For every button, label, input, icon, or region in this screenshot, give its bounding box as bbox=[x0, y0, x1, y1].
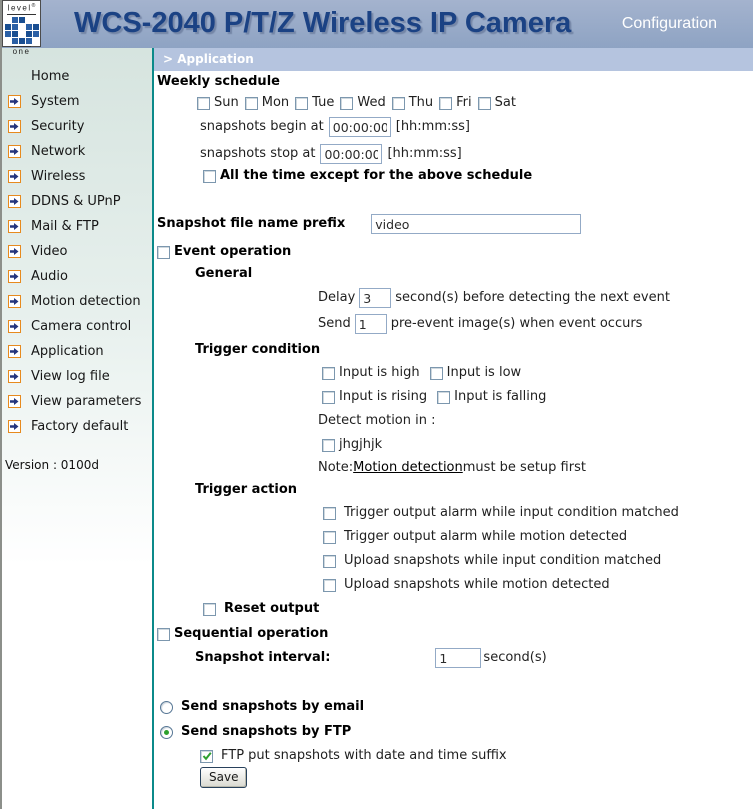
firmware-version: Version : 0100d bbox=[5, 458, 99, 472]
snapshot-interval-row: Snapshot interval: 1 second(s) bbox=[195, 648, 547, 668]
pre-event-row: Send 1 pre-event image(s) when event occurs bbox=[318, 314, 642, 334]
all-time-checkbox[interactable]: All the time except for the above schedule bbox=[203, 168, 532, 184]
delay-input[interactable] bbox=[359, 288, 391, 308]
arrow-icon bbox=[8, 120, 21, 133]
sequential-operation-row bbox=[157, 626, 328, 642]
sidebar-item-video[interactable]: Video bbox=[0, 239, 152, 264]
arrow-icon bbox=[8, 370, 21, 383]
snapshots-stop-row: snapshots stop at 00:00:00 [hh:mm:ss] bbox=[200, 144, 462, 164]
sidebar-item-mail-ftp[interactable]: Mail & FTP bbox=[0, 214, 152, 239]
sidebar-item-audio[interactable]: Audio bbox=[0, 264, 152, 289]
arrow-icon bbox=[8, 270, 21, 283]
motion-note: Note: Motion detection must be setup first bbox=[318, 460, 586, 475]
application-settings-panel bbox=[155, 71, 753, 809]
checkbox-sat-box[interactable] bbox=[478, 97, 491, 110]
trigger-action-row bbox=[323, 577, 610, 593]
arrow-icon bbox=[8, 295, 21, 308]
page-title: WCS-2040 P/T/Z Wireless IP Camera bbox=[74, 7, 572, 39]
window-left-edge bbox=[0, 0, 2, 809]
checkbox-thu[interactable]: Thu bbox=[392, 95, 433, 111]
sequential-operation-checkbox[interactable]: Sequential operation bbox=[157, 626, 328, 642]
input-high-checkbox[interactable]: Input is high bbox=[322, 365, 420, 381]
upload-snapshots-motion-checkbox[interactable]: Upload snapshots while motion detected bbox=[323, 577, 610, 593]
send-email-radio-circle[interactable] bbox=[160, 701, 173, 714]
input-falling-checkbox[interactable]: Input is falling bbox=[437, 389, 546, 405]
weekly-schedule-heading: Weekly schedule bbox=[157, 74, 280, 89]
sidebar-item-wireless[interactable]: Wireless bbox=[0, 164, 152, 189]
save-row bbox=[200, 767, 247, 788]
arrow-icon bbox=[8, 145, 21, 158]
trigger-alarm-input-checkbox[interactable]: Trigger output alarm while input condition matched bbox=[323, 505, 679, 521]
sidebar bbox=[0, 48, 152, 809]
snapshots-begin-row: snapshots begin at 00:00:00 [hh:mm:ss] bbox=[200, 117, 470, 137]
checkbox-wed[interactable]: Wed bbox=[340, 95, 385, 111]
event-operation-checkbox-box[interactable] bbox=[157, 246, 170, 259]
arrow-icon bbox=[8, 170, 21, 183]
arrow-icon bbox=[8, 195, 21, 208]
reset-output-row bbox=[203, 601, 319, 617]
input-rising-checkbox-box[interactable] bbox=[322, 391, 335, 404]
send-ftp-radio-circle[interactable] bbox=[160, 726, 173, 739]
detect-motion-label: Detect motion in : bbox=[318, 413, 436, 428]
sidebar-item-ddns-upnp[interactable]: DDNS & UPnP bbox=[0, 189, 152, 214]
motion-window-row bbox=[322, 437, 382, 453]
arrow-icon bbox=[8, 345, 21, 358]
checkbox-tue-box[interactable] bbox=[295, 97, 308, 110]
header bbox=[0, 0, 753, 56]
check-icon bbox=[202, 751, 212, 761]
save-button[interactable]: Save bbox=[200, 767, 247, 788]
weekday-checkbox-row bbox=[197, 95, 516, 111]
arrow-icon bbox=[8, 220, 21, 233]
sidebar-separator bbox=[152, 48, 154, 809]
input-low-checkbox-box[interactable] bbox=[430, 367, 443, 380]
logo-word-level: level® bbox=[7, 3, 36, 13]
arrow-icon bbox=[8, 420, 21, 433]
trigger-action-row bbox=[323, 529, 627, 545]
sidebar-item-home[interactable]: Home bbox=[31, 69, 70, 84]
motion-window-checkbox-box[interactable] bbox=[322, 439, 335, 452]
breadcrumb: > Application bbox=[154, 48, 753, 71]
configuration-link[interactable]: Configuration bbox=[621, 15, 717, 32]
sidebar-item-view-parameters[interactable]: View parameters bbox=[0, 389, 152, 414]
sidebar-item-network[interactable]: Network bbox=[0, 139, 152, 164]
trigger-condition-heading: Trigger condition bbox=[195, 342, 321, 357]
trigger-alarm-motion-checkbox[interactable]: Trigger output alarm while motion detected bbox=[323, 529, 627, 545]
reset-output-checkbox-box[interactable] bbox=[203, 603, 216, 616]
ftp-suffix-checkbox-box[interactable] bbox=[200, 750, 213, 763]
trigger-action-row bbox=[323, 505, 679, 521]
snapshot-prefix-row: Snapshot file name prefix video bbox=[157, 214, 581, 234]
sequential-operation-checkbox-box[interactable] bbox=[157, 628, 170, 641]
delay-row: Delay 3 second(s) before detecting the next event bbox=[318, 288, 670, 308]
checkbox-mon[interactable]: Mon bbox=[245, 95, 289, 111]
trigger-alarm-motion-checkbox-box[interactable] bbox=[323, 531, 336, 544]
trigger-action-row bbox=[323, 553, 661, 569]
snapshot-interval-input[interactable] bbox=[435, 648, 481, 668]
trigger-action-heading: Trigger action bbox=[195, 482, 298, 497]
checkbox-wed-box[interactable] bbox=[340, 97, 353, 110]
send-ftp-row bbox=[160, 724, 351, 740]
sidebar-item-motion-detection[interactable]: Motion detection bbox=[0, 289, 152, 314]
checkbox-tue[interactable]: Tue bbox=[295, 95, 334, 111]
all-time-checkbox-box[interactable] bbox=[203, 170, 216, 183]
sidebar-item-system[interactable]: System bbox=[0, 89, 152, 114]
checkbox-mon-box[interactable] bbox=[245, 97, 258, 110]
upload-snapshots-input-checkbox[interactable]: Upload snapshots while input condition matched bbox=[323, 553, 661, 569]
send-email-row bbox=[160, 699, 364, 715]
levelone-logo bbox=[2, 0, 41, 56]
general-heading: General bbox=[195, 266, 253, 281]
motion-window-checkbox[interactable]: jhgjhjk bbox=[322, 437, 382, 453]
ftp-suffix-row bbox=[200, 748, 507, 764]
sidebar-item-factory-default[interactable]: Factory default bbox=[0, 414, 152, 439]
reset-output-checkbox[interactable]: Reset output bbox=[203, 601, 319, 617]
input-high-checkbox-box[interactable] bbox=[322, 367, 335, 380]
pre-event-count-input[interactable] bbox=[355, 314, 387, 334]
registered-mark: ® bbox=[31, 3, 36, 9]
input-level-row bbox=[322, 365, 521, 381]
arrow-icon bbox=[8, 245, 21, 258]
sidebar-item-application[interactable]: Application bbox=[0, 339, 152, 364]
checkbox-fri-box[interactable] bbox=[439, 97, 452, 110]
all-time-row bbox=[203, 168, 532, 184]
motion-detection-link[interactable]: Motion detection bbox=[353, 460, 463, 475]
sidebar-item-camera-control[interactable]: Camera control bbox=[0, 314, 152, 339]
levelone-logo-mosaic bbox=[5, 17, 39, 44]
event-operation-row bbox=[157, 244, 291, 260]
begin-time-input[interactable] bbox=[329, 117, 391, 137]
trigger-alarm-input-checkbox-box[interactable] bbox=[323, 507, 336, 520]
input-rising-checkbox[interactable]: Input is rising bbox=[322, 389, 427, 405]
checkbox-thu-box[interactable] bbox=[392, 97, 405, 110]
upload-snapshots-input-checkbox-box[interactable] bbox=[323, 555, 336, 568]
upload-snapshots-motion-checkbox-box[interactable] bbox=[323, 579, 336, 592]
ftp-suffix-checkbox[interactable]: FTP put snapshots with date and time suffix bbox=[200, 748, 507, 764]
checkbox-sun-box[interactable] bbox=[197, 97, 210, 110]
sidebar-item-view-log-file[interactable]: View log file bbox=[0, 364, 152, 389]
logo-word-one: one bbox=[12, 46, 31, 56]
arrow-icon bbox=[8, 95, 21, 108]
event-operation-checkbox[interactable]: Event operation bbox=[157, 244, 291, 260]
checkbox-sun[interactable]: Sun bbox=[197, 95, 239, 111]
checkbox-sat[interactable]: Sat bbox=[478, 95, 516, 111]
arrow-icon bbox=[8, 320, 21, 333]
snapshot-prefix-input[interactable] bbox=[371, 214, 581, 234]
arrow-icon bbox=[8, 395, 21, 408]
input-edge-row bbox=[322, 389, 546, 405]
sidebar-item-security[interactable]: Security bbox=[0, 114, 152, 139]
stop-time-input[interactable] bbox=[320, 144, 382, 164]
send-email-radio[interactable]: Send snapshots by email bbox=[160, 699, 364, 715]
send-ftp-radio[interactable]: Send snapshots by FTP bbox=[160, 724, 351, 740]
checkbox-fri[interactable]: Fri bbox=[439, 95, 472, 111]
input-falling-checkbox-box[interactable] bbox=[437, 391, 450, 404]
input-low-checkbox[interactable]: Input is low bbox=[430, 365, 522, 381]
